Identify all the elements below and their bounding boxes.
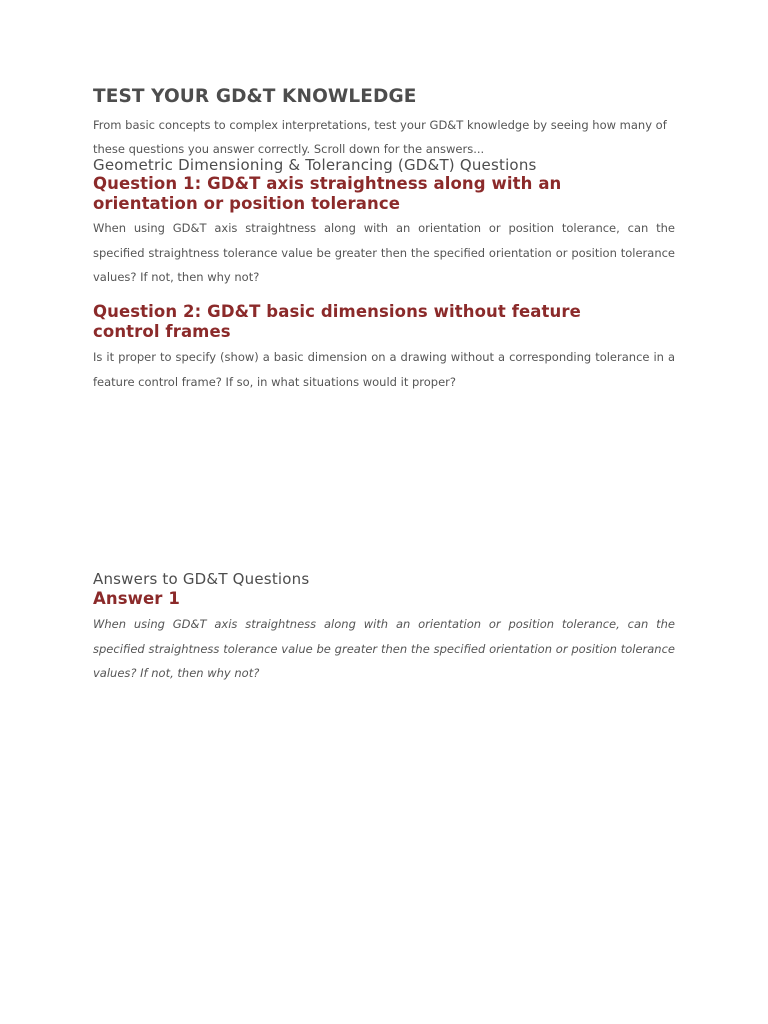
page-title: TEST YOUR GD&T KNOWLEDGE [93, 86, 417, 107]
answers-section-heading: Answers to GD&T Questions [93, 570, 310, 588]
question-1-heading: Question 1: GD&T axis straightness along with an orientation or position tolerance [93, 174, 562, 213]
questions-section-heading: Geometric Dimensioning & Tolerancing (GD&T) Questions [93, 156, 537, 174]
question-2-heading: Question 2: GD&T basic dimensions without feature control frames [93, 302, 581, 341]
question-1-body: When using GD&T axis straightness along with an orientation or position tolerance, can the specified straightness tolerance value be greater then the specified orientation or position tolerance values? If not, then why not? [93, 221, 675, 284]
question-2-body: Is it proper to specify (show) a basic dimension on a drawing without a corresponding tolerance in a feature control frame? If so, in what situations would it proper? [93, 350, 675, 389]
answer-1-heading: Answer 1 [93, 589, 180, 608]
answer-1-body: When using GD&T axis straightness along with an orientation or position tolerance, can the specified straightness tolerance value be greater then the specified orientation or position tolerance values? If not, then why not? [93, 617, 675, 680]
intro-paragraph: From basic concepts to complex interpretations, test your GD&T knowledge by seeing how many of these questions you answer correctly. Scroll down for the answers... [93, 118, 667, 156]
